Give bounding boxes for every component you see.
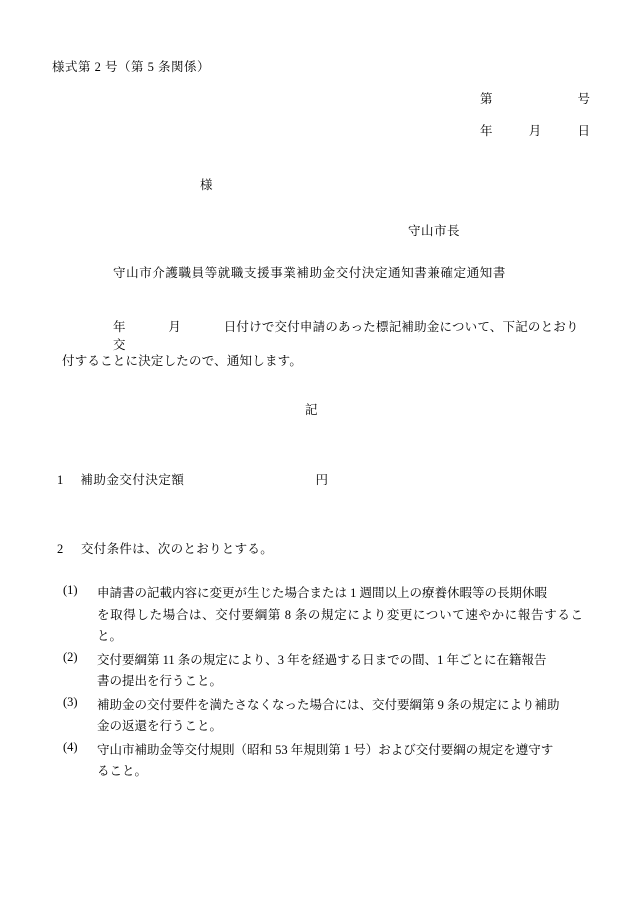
document-date-day: 日	[577, 124, 590, 138]
condition-text-line-1: 補助金の交付要件を満たさなくなった場合には、交付要綱第 9 条の規定により補助	[97, 697, 560, 712]
item-2	[57, 539, 273, 557]
condition-number: (3)	[63, 694, 78, 709]
body-year: 年	[113, 320, 126, 334]
condition-text	[97, 740, 583, 783]
document-number-suffix: 号	[577, 92, 590, 106]
list-item	[63, 740, 583, 783]
document-title: 守山市介護職員等就職支援事業補助金交付決定通知書兼確定通知書	[113, 266, 507, 280]
condition-text-line-1: 申請書の記載内容に変更が生じた場合または 1 週間以上の療養休暇等の長期休暇	[97, 586, 548, 600]
list-item	[63, 583, 583, 648]
document-date-month: 月	[528, 124, 542, 138]
issuer-name: 守山市長	[408, 224, 461, 238]
item-2-number: 2	[57, 542, 64, 556]
body-line1-tail: 日付けで交付申請のあった標記補助金について、下記のとおり交	[113, 320, 579, 352]
condition-number: (4)	[63, 739, 78, 754]
condition-text	[97, 583, 583, 648]
condition-number: (2)	[63, 649, 78, 664]
ki-marker: 記	[305, 403, 318, 417]
condition-text	[97, 695, 583, 738]
condition-text-line-1: 交付要綱第 11 条の規定により、3 年を経過する日までの間、1 年ごとに在籍報告	[97, 652, 547, 667]
document-date-year: 年	[480, 124, 493, 138]
item-1	[57, 470, 328, 488]
body-paragraph-line-1	[113, 317, 583, 353]
list-item	[63, 650, 583, 693]
condition-text-line-2: 書の提出を行うこと。	[97, 674, 223, 688]
document-date-line	[480, 121, 590, 139]
item-2-label: 交付条件は、次のとおりとする。	[81, 542, 274, 556]
item-1-unit: 円	[315, 473, 329, 487]
condition-text-line-2: 金の返還を行うこと。	[97, 719, 223, 733]
body-paragraph-line-2: 付することに決定したので、通知します。	[62, 354, 303, 368]
list-item	[63, 695, 583, 738]
condition-text-line-1: 守山市補助金等交付規則（昭和 53 年規則第 1 号）および交付要綱の規定を遵守す	[97, 742, 554, 757]
form-number: 様式第 2 号（第 5 条関係）	[52, 60, 211, 74]
document-number-label: 第	[480, 92, 493, 106]
document-number-line	[480, 89, 590, 107]
conditions-list	[63, 583, 583, 785]
condition-text-line-2: を取得した場合は、交付要綱第 8 条の規定により変更について速やかに報告すること。	[97, 607, 583, 643]
body-month: 月	[168, 320, 182, 334]
condition-text-line-2: ること。	[97, 764, 148, 778]
addressee-honorific: 様	[200, 178, 213, 192]
item-1-label: 補助金交付決定額	[80, 473, 185, 487]
item-1-number: 1	[57, 473, 64, 487]
condition-text	[97, 650, 583, 693]
condition-number: (1)	[63, 583, 78, 597]
